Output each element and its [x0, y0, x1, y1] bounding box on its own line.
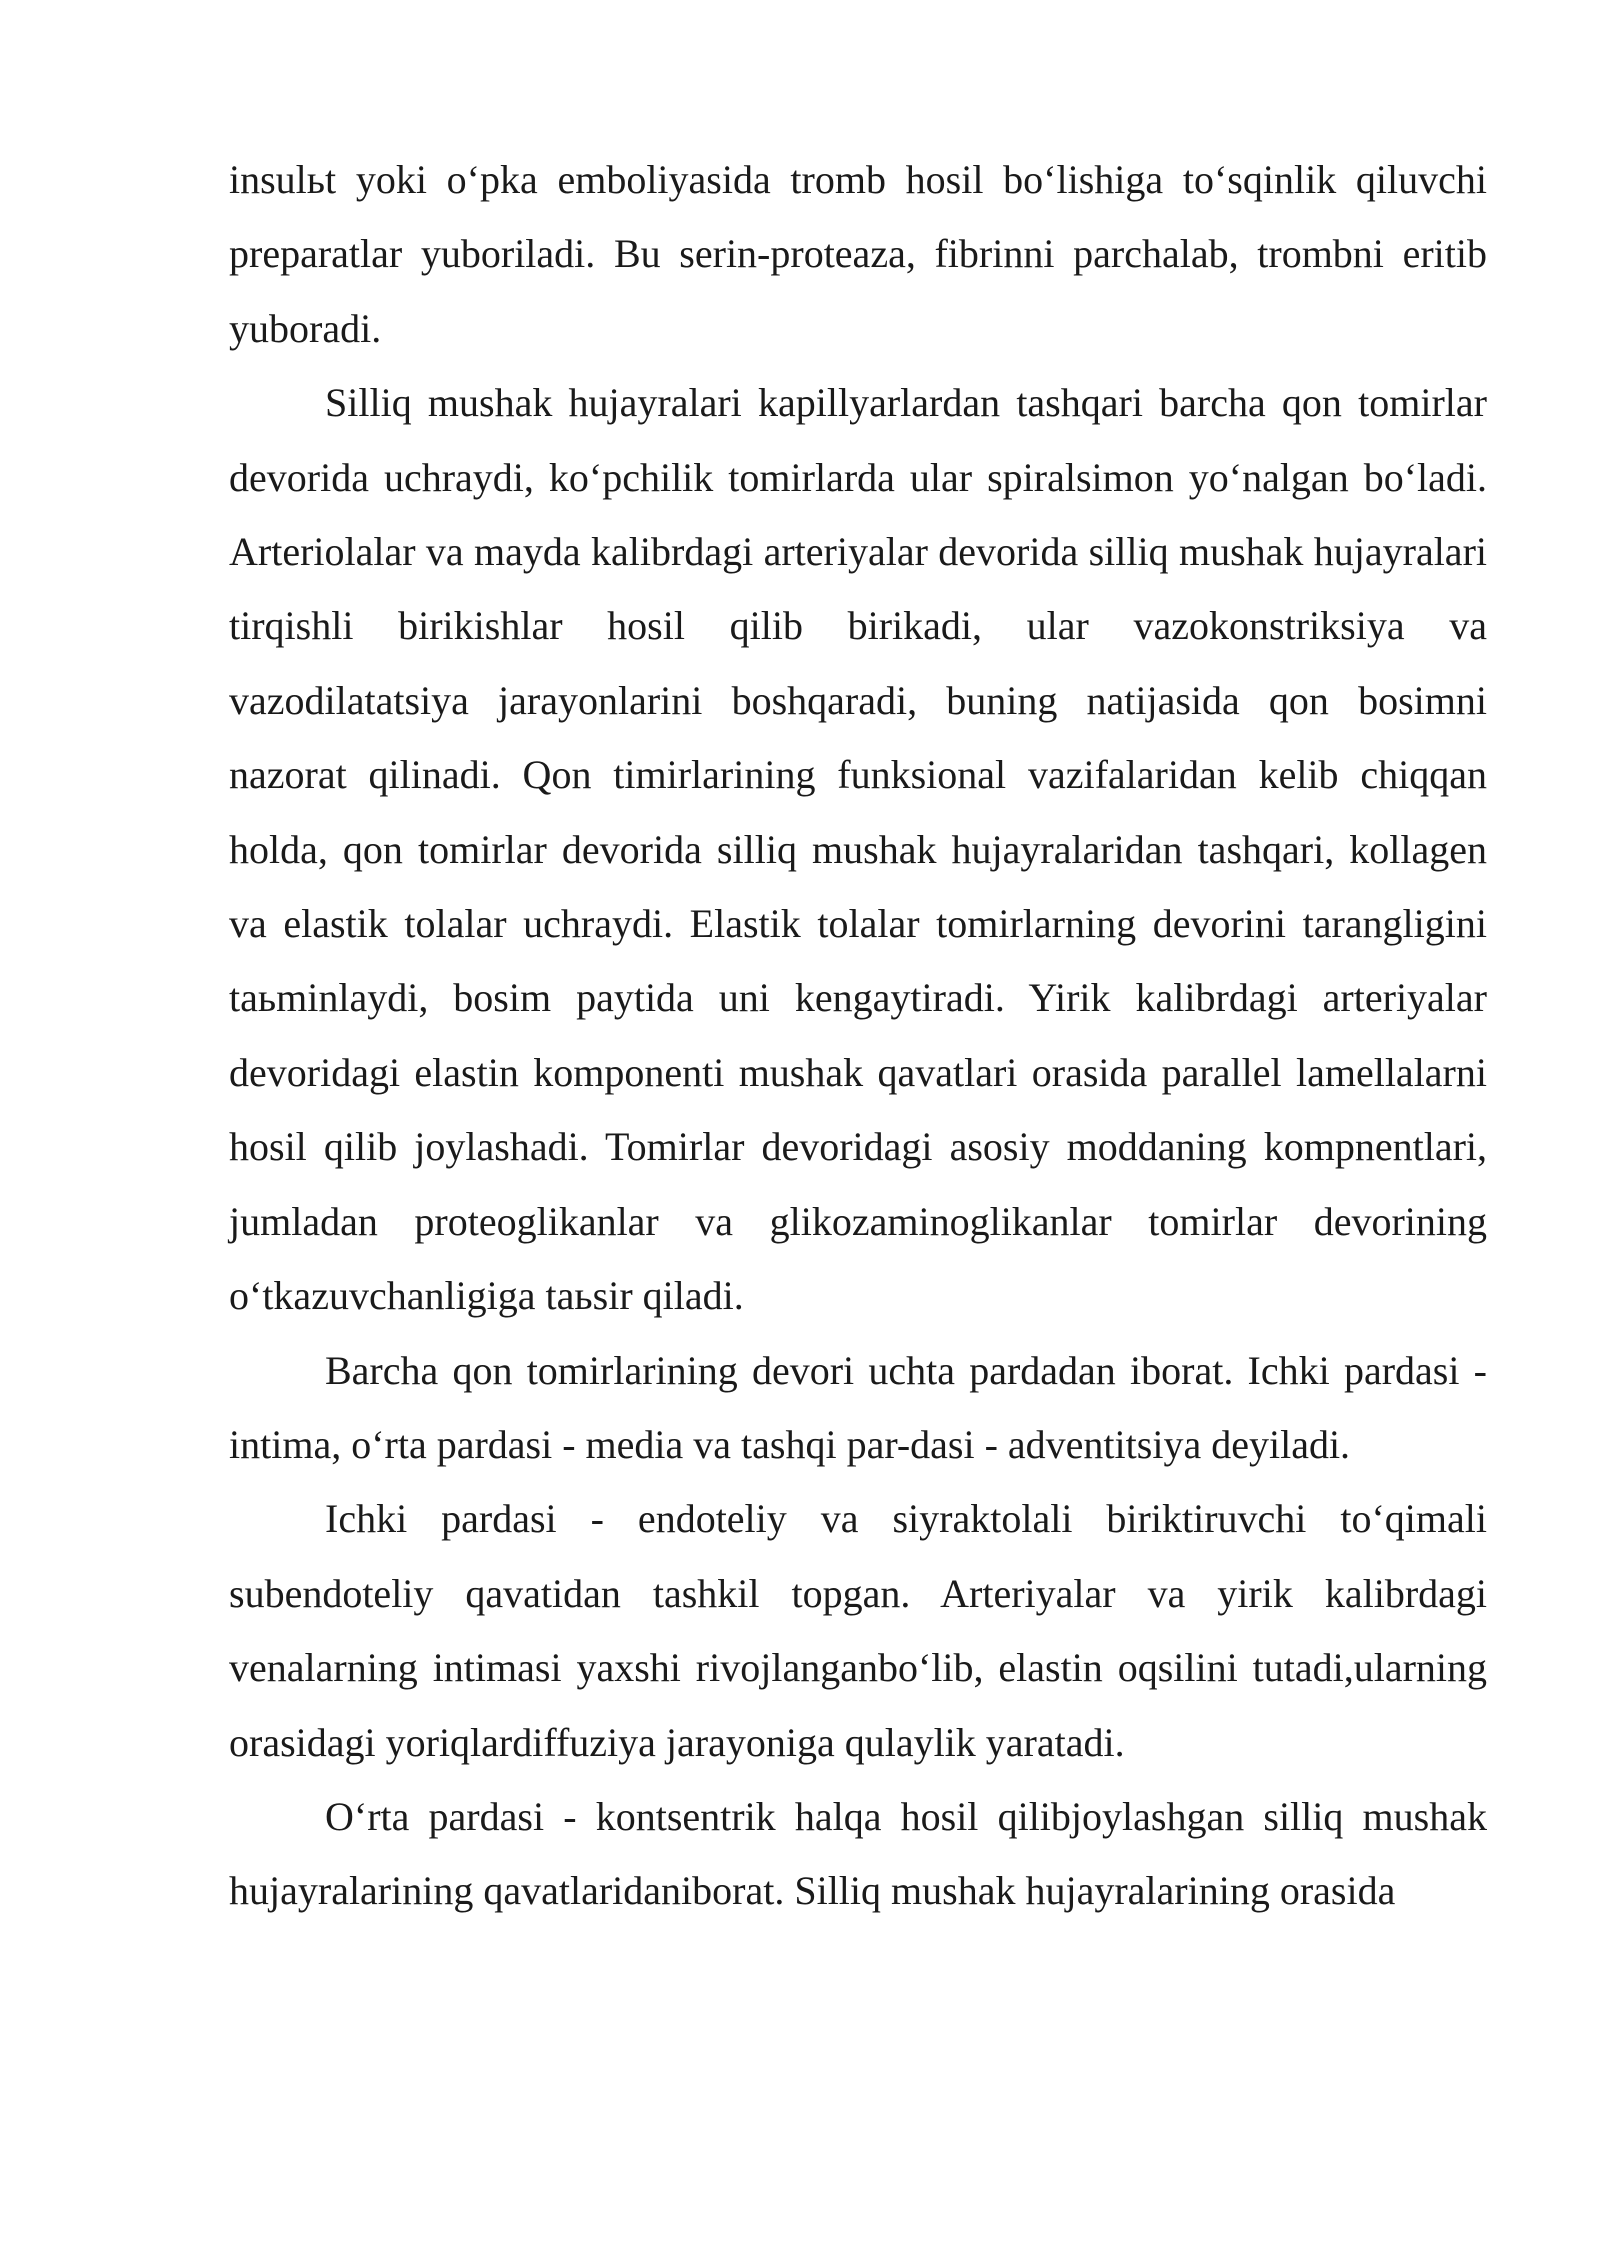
paragraph-4: Ichki pardasi - endoteliy va siyraktolali biriktiruvchi to‘qimali subendoteliy qavatidan tashkil topgan. Arteriyalar va yirik kalibrdagi venalarning intimasi yaxshi rivojlanganbo‘lib, elastin oqsilini tutadi,ularning orasidagi yoriqlardiffuziya jarayoniga qulaylik yaratadi.: [229, 1496, 1487, 1765]
paragraph-3: Barcha qon tomirlarining devori uchta pardadan iborat. Ichki pardasi - intima, o‘rta pardasi - media va tashqi par-dasi - adventitsiya deyiladi.: [229, 1347, 1487, 1467]
paragraph-1: insulьt yoki o‘pka emboliyasida tromb hosil bo‘lishiga to‘sqinlik qiluvchi preparatlar yuboriladi. Bu serin-proteaza, fibrinni parchalab, trombni eritib yuboradi.: [229, 157, 1487, 351]
document-body: [229, 143, 1487, 1929]
paragraph-2: Silliq mushak hujayralari kapillyarlardan tashqari barcha qon tomirlar devorida uchraydi, ko‘pchilik tomirlarda ular spiralsimon yo‘nalgan bo‘ladi. Arteriolalar va mayda kalibrdagi arteriyalar devorida silliq mushak hujayralari tirqishli birikishlar hosil qilib birikadi, ular vazokonstriksiya va vazodilatatsiya jarayonlarini boshqaradi, buning natijasida qon bosimni nazorat qilinadi. Qon timirlarining funksional vazifalaridan kelib chiqqan holda, qon tomirlar devorida silliq mushak hujayralaridan tashqari, kollagen va elastik tolalar uchraydi. Elastik tolalar tomirlarning devorini tarangligini taьminlaydi, bosim paytida uni kengaytiradi. Yirik kalibrdagi arteriyalar devoridagi elastin komponenti mushak qavatlari orasida parallel lamellalarni hosil qilib joylashadi. Tomirlar devoridagi asosiy moddaning kompnentlari, jumladan proteoglikanlar va glikozaminoglikanlar tomirlar devorining o‘tkazuvchanligiga taьsir qiladi.: [229, 380, 1487, 1319]
paragraph-5: O‘rta pardasi - kontsentrik halqa hosil qilibjoylashgan silliq mushak hujayralarining qavatlaridaniborat. Silliq mushak hujayralarining orasida: [229, 1793, 1487, 1914]
